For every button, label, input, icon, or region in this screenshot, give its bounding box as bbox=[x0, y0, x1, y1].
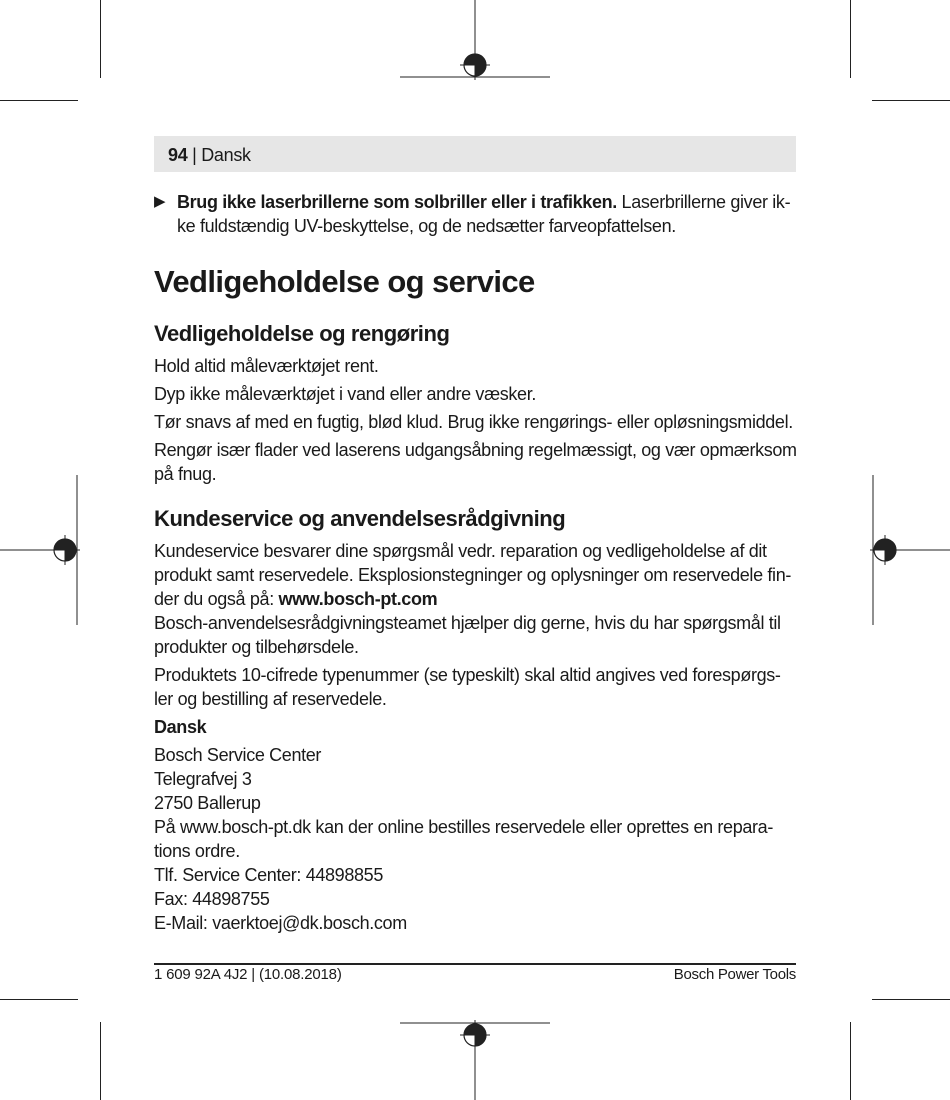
registration-mark-bottom bbox=[400, 1020, 550, 1100]
crop-mark bbox=[0, 999, 78, 1000]
customer-service-text: Kundeservice besvarer dine spørgsmål vedr. reparation og vedligeholdelse af dit produkt samt reservedele. Eksplosionstegninger og oplysninger om reservedele fin-der du også på: bbox=[154, 541, 792, 609]
country-label bbox=[154, 715, 799, 739]
registration-mark-left bbox=[0, 475, 80, 625]
website-link[interactable]: www.bosch-pt.com bbox=[278, 589, 438, 609]
warning-rest: Laserbrillerne giver ik-ke fuldstændig UV-beskyttelse, og de nedsætter farveopfattelsen. bbox=[177, 192, 791, 236]
maintenance-body bbox=[154, 354, 799, 490]
registration-mark-right bbox=[870, 475, 950, 625]
footer-document-id: 1 609 92A 4J2 | (10.08.2018) bbox=[154, 966, 342, 983]
address-line: Fax: 44898755 bbox=[154, 889, 270, 909]
crop-mark bbox=[850, 1022, 851, 1100]
crop-mark bbox=[850, 0, 851, 78]
warning-text bbox=[177, 190, 796, 238]
address-line: Bosch Service Center bbox=[154, 745, 322, 765]
crop-mark bbox=[872, 100, 950, 101]
crop-mark bbox=[100, 1022, 101, 1100]
address-line: Telegrafvej 3 bbox=[154, 769, 252, 789]
warning-bullet bbox=[154, 190, 796, 238]
address-line: På www.bosch-pt.dk kan der online bestilles reservedele eller oprettes en repara-tions ordre. bbox=[154, 817, 773, 861]
header-language: Dansk bbox=[201, 145, 251, 165]
bullet-triangle-icon: ▶ bbox=[154, 193, 166, 210]
maintenance-paragraph: Tør snavs af med en fugtig, blød klud. Brug ikke rengørings- eller opløsningsmiddel. bbox=[154, 412, 793, 432]
maintenance-heading: Vedligeholdelse og rengøring bbox=[154, 321, 450, 346]
address-line: E-Mail: vaerktoej@dk.bosch.com bbox=[154, 913, 407, 933]
section-title: Vedligeholdelse og service bbox=[154, 264, 535, 299]
warning-bold: Brug ikke laserbrillerne som solbriller eller i trafikken. bbox=[177, 192, 617, 212]
customer-service-paragraph: Produktets 10-cifrede typenummer (se typeskilt) skal altid angives ved forespørgs-ler og bestilling af reservedele. bbox=[154, 665, 781, 709]
maintenance-paragraph: Rengør især flader ved laserens udgangsåbning regelmæssigt, og vær opmærksom på fnug. bbox=[154, 440, 797, 484]
footer-brand: Bosch Power Tools bbox=[673, 966, 796, 983]
registration-mark-top bbox=[400, 0, 550, 80]
maintenance-paragraph: Hold altid måleværktøjet rent. bbox=[154, 356, 379, 376]
address-line: Tlf. Service Center: 44898855 bbox=[154, 865, 383, 885]
country-name: Dansk bbox=[154, 717, 207, 737]
page-number: 94 bbox=[168, 145, 188, 165]
crop-mark bbox=[100, 0, 101, 78]
footer-divider bbox=[154, 963, 796, 965]
header-separator: | bbox=[187, 145, 202, 165]
crop-mark bbox=[0, 100, 78, 101]
address-line: 2750 Ballerup bbox=[154, 793, 261, 813]
address-block bbox=[154, 743, 799, 935]
customer-service-paragraph bbox=[154, 539, 799, 611]
customer-service-body bbox=[154, 539, 799, 935]
maintenance-paragraph: Dyp ikke måleværktøjet i vand eller andre væsker. bbox=[154, 384, 536, 404]
crop-mark bbox=[872, 999, 950, 1000]
page-header bbox=[154, 136, 796, 172]
customer-service-paragraph: Bosch-anvendelsesrådgivningsteamet hjælper dig gerne, hvis du har spørgsmål til produkter og tilbehørsdele. bbox=[154, 613, 781, 657]
customer-service-heading: Kundeservice og anvendelsesrådgivning bbox=[154, 506, 566, 531]
